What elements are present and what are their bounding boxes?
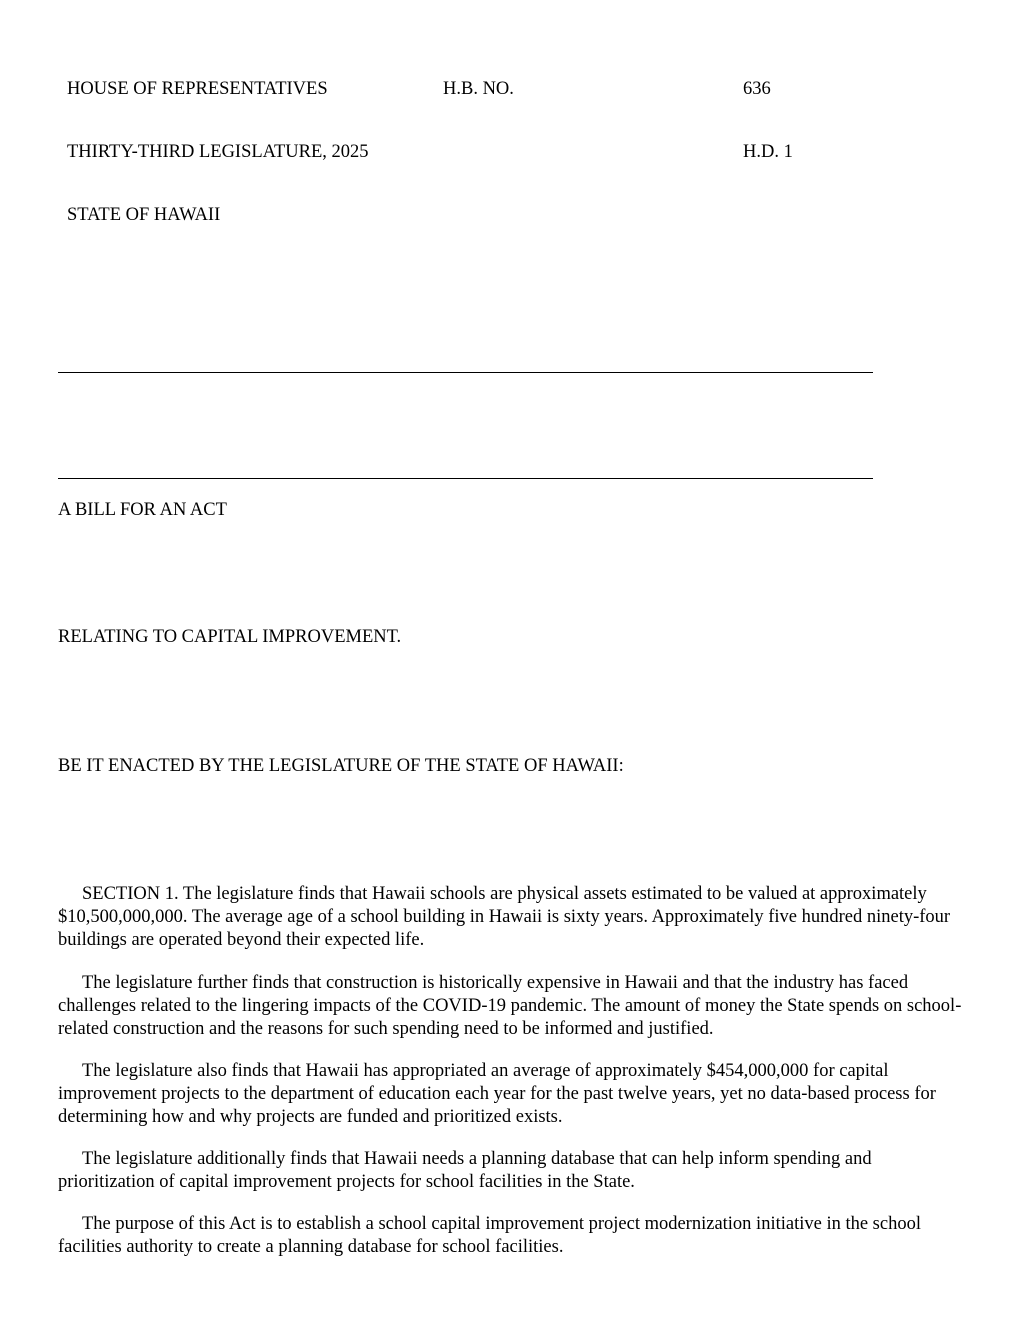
finding-paragraph: The legislature additionally finds that Hawaii needs a planning database that can help inform spending and prioritization of capital improvement projects for school facilities in the State. [58,1149,872,1192]
finding-paragraph: The legislature further finds that construction is historically expensive in Hawaii and that the industry has faced challenges related to the lingering impacts of the COVID-19 pandemic. The amount of money the State spends on school-related construction and the reasons for such spending need to be informed and justified. [58,973,962,1039]
state-name: STATE OF HAWAII [67,205,221,225]
bill-label: H.B. NO. [443,79,514,99]
legislature-session: THIRTY-THIRD LEGISLATURE, 2025 [67,142,369,162]
bill-subject: RELATING TO CAPITAL IMPROVEMENT. [58,627,402,647]
house-draft: H.D. 1 [743,142,793,162]
chamber-name: HOUSE OF REPRESENTATIVES [67,79,328,99]
section-1-paragraph: SECTION 1. The legislature finds that Hawaii schools are physical assets estimated to be valued at approximately $10,500,000,000. The average age of a school building in Hawaii is sixty years. Approximately five hundred ninety-four buildings are operated beyond their expected life. [58,884,951,950]
title-rule-top [58,372,873,373]
bill-kind: A BILL FOR AN ACT [58,500,227,520]
finding-paragraph: The legislature also finds that Hawaii has appropriated an average of approximately $454,000,000 for capital improvement projects to the department of education each year for the past twelve years, yet no data-based process for determining how and why projects are funded and prioritized exists. [58,1061,936,1127]
enacting-clause: BE IT ENACTED BY THE LEGISLATURE OF THE STATE OF HAWAII: [58,756,624,776]
bill-number: 636 [743,79,771,99]
title-rule-bottom [58,478,873,479]
purpose-paragraph: The purpose of this Act is to establish a school capital improvement project modernization initiative in the school facilities authority to create a planning database for school facilities. [58,1214,921,1257]
